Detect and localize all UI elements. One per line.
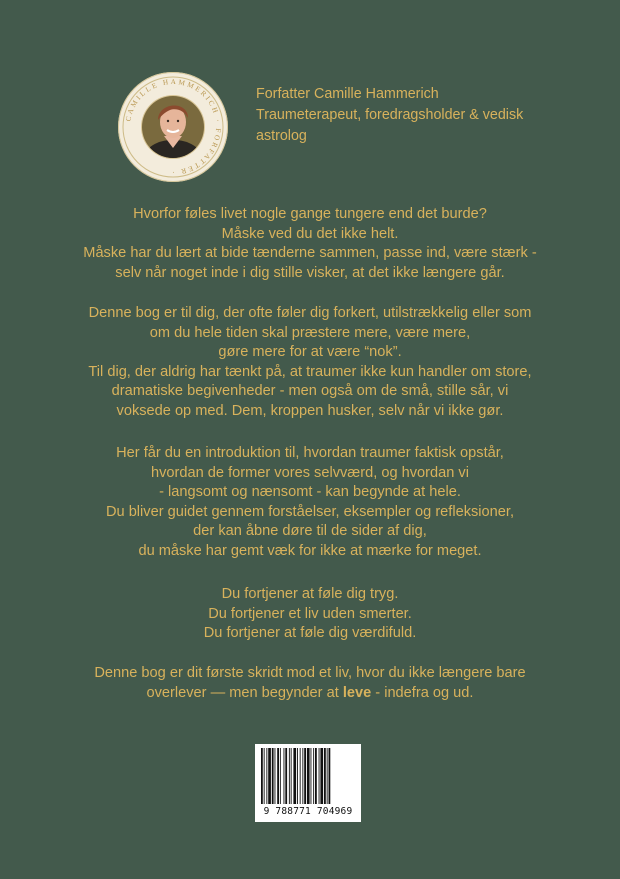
barcode-bar: [291, 748, 292, 804]
blurb-paragraph-2: [70, 304, 550, 422]
isbn-digits: 9 788771 704969: [263, 806, 353, 817]
blurb-paragraph-1: [70, 205, 550, 283]
blurb-line: Måske ved du det ikke helt.: [221, 225, 399, 242]
barcode-bar: [327, 748, 328, 804]
blurb-line: Hvorfor føles livet nogle gange tungere end det burde?: [133, 206, 487, 222]
blurb-line: voksede op med. Dem, kroppen husker, selv når vi ikke gør.: [116, 402, 504, 419]
author-info: [256, 84, 556, 147]
barcode-bar: [284, 748, 285, 804]
barcode-bar: [289, 748, 290, 804]
blurb-paragraph-3: [70, 444, 550, 562]
barcode-bar: [300, 748, 301, 804]
blurb-line: Du fortjener et liv uden smerter.: [208, 605, 412, 622]
barcode-bar: [261, 748, 263, 804]
blurb-line: - langsomt og nænsomt - kan begynde at hele.: [159, 484, 461, 501]
barcode-bars: [255, 744, 361, 806]
barcode-bar: [315, 748, 317, 804]
blurb-line: gøre mere for at være “nok”.: [218, 344, 402, 361]
barcode-bar: [324, 748, 326, 804]
blurb-line: dramatiske begivenheder - men også om de små, stille sår, vi: [111, 383, 509, 400]
barcode-bar: [313, 748, 314, 804]
barcode-bar: [304, 748, 306, 804]
blurb-line: Du fortjener at føle dig tryg.: [221, 586, 399, 602]
blurb-line: Måske har du lært at bide tænderne sammen, passe ind, være stærk -: [83, 245, 537, 262]
blurb-line: om du hele tiden skal præstere mere, være mere,: [149, 324, 471, 341]
barcode-bar: [320, 748, 323, 804]
barcode-bar: [280, 748, 281, 804]
author-portrait-badge: [118, 72, 228, 182]
barcode-bar: [266, 748, 267, 804]
author-name: Forfatter Camille Hammerich: [256, 86, 439, 102]
badge-ring-text: CAMILLE HAMMERICH · FORFATTER ·: [124, 77, 223, 177]
barcode-bar: [268, 748, 271, 804]
blurb-line: du måske har gemt væk for ikke at mærke for meget.: [138, 542, 482, 559]
blurb-text: - indefra og ud.: [371, 684, 474, 701]
emphasis-leve: leve: [342, 684, 372, 701]
blurb-line: Denne bog er dit første skridt mod et liv, hvor du ikke længere bare: [94, 665, 526, 681]
blurb-paragraph-5: [70, 664, 550, 703]
blurb-line: Du bliver guidet gennem forståelser, eksempler og refleksioner,: [105, 503, 515, 520]
barcode-bar: [264, 748, 265, 804]
blurb-line: hvordan de former vores selvværd, og hvordan vi: [151, 464, 469, 481]
barcode-bar: [307, 748, 310, 804]
barcode-bar: [319, 748, 320, 804]
blurb-line-closing: [70, 684, 550, 704]
blurb-line: Du fortjener at føle dig værdifuld.: [203, 625, 417, 642]
blurb-line: Her får du en introduktion til, hvordan traumer faktisk opstår,: [116, 445, 504, 461]
author-portrait: [118, 72, 228, 182]
barcode-bar: [297, 748, 298, 804]
blurb-line: Denne bog er til dig, der ofte føler dig forkert, utilstrækkelig eller som: [88, 305, 532, 321]
author-titles-cont: astrolog: [256, 128, 307, 144]
barcode-bar: [302, 748, 303, 804]
barcode-bar: [311, 748, 312, 804]
isbn-barcode: [255, 744, 361, 822]
blurb-line: selv når noget inde i dig stille visker, at det ikke længere går.: [115, 264, 505, 281]
blurb-paragraph-4: [70, 585, 550, 644]
barcode-bar: [277, 748, 279, 804]
barcode-bar: [275, 748, 276, 804]
barcode-bar: [272, 748, 274, 804]
blurb-line: Til dig, der aldrig har tænkt på, at traumer ikke kun handler om store,: [88, 363, 532, 380]
barcode-bar: [293, 748, 296, 804]
barcode-bar: [329, 748, 331, 804]
barcode-bar: [285, 748, 287, 804]
blurb-text: overlever — men begynder at: [146, 684, 343, 701]
blurb-line: der kan åbne døre til de sider af dig,: [193, 523, 427, 540]
author-titles: Traumeterapeut, foredragsholder & vedisk: [256, 107, 524, 123]
